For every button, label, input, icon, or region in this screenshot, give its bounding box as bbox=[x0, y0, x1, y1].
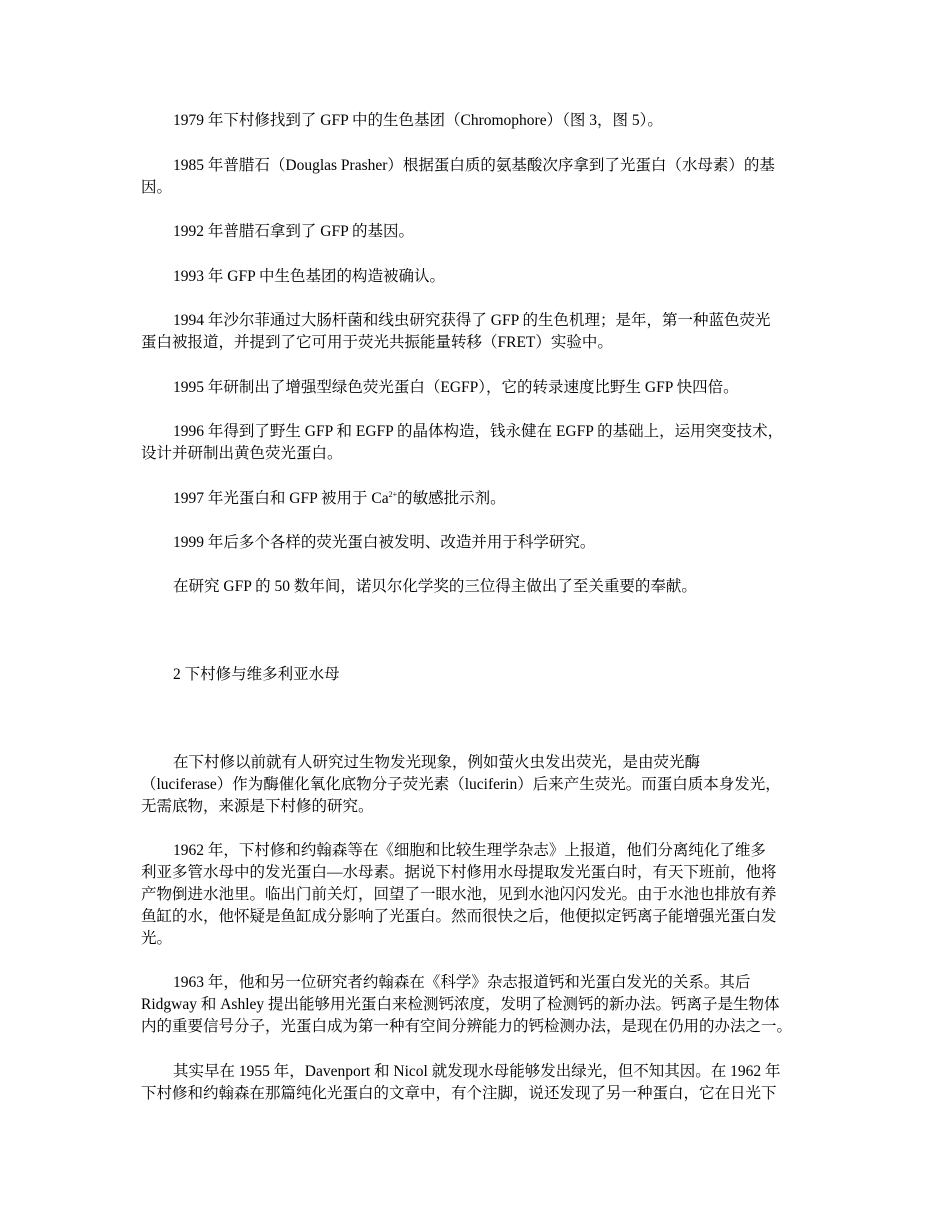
text-segment: 的敏感批示剂。 bbox=[397, 490, 506, 507]
superscript-charge: 2+ bbox=[388, 489, 398, 499]
paragraph-1996 bbox=[141, 421, 831, 465]
paragraph-1955 bbox=[141, 1061, 831, 1105]
paragraph-intro bbox=[141, 752, 831, 818]
text-line: 下村修和约翰森在那篇纯化光蛋白的文章中，有个注脚，说还发现了另一种蛋白，它在日光下 bbox=[141, 1085, 777, 1102]
text-line: 鱼缸的水，他怀疑是鱼缸成分影响了光蛋白。然而很快之后，他便拟定钙离子能增强光蛋白发 bbox=[141, 908, 777, 925]
text-line: 1979 年下村修找到了 GFP 中的生色基团（Chromophore）（图 3，图 5）。 bbox=[173, 112, 663, 129]
text-line: 1992 年普腊石拿到了 GFP 的基因。 bbox=[173, 223, 414, 240]
text-line: 1985 年普腊石（Douglas Prasher）根据蛋白质的氨基酸次序拿到了光蛋白（水母素）的基 bbox=[173, 157, 775, 174]
paragraph-1994 bbox=[141, 310, 831, 354]
text-line bbox=[141, 488, 831, 510]
text-line: 产物倒进水池里。临出门前关灯，回望了一眼水池，见到水池闪闪发光。由于水池也排放有养 bbox=[141, 886, 777, 903]
heading-text: 2 下村修与维多利亚水母 bbox=[173, 666, 340, 683]
text-line: 在下村修以前就有人研究过生物发光现象，例如萤火虫发出荧光，是由荧光酶 bbox=[173, 754, 701, 771]
text-segment: 1997 年光蛋白和 GFP 被用于 Ca bbox=[173, 490, 389, 507]
text-line: 1994 年沙尔菲通过大肠杆菌和线虫研究获得了 GFP 的生色机理；是年，第一种蓝色荧光 bbox=[173, 312, 771, 329]
paragraph-1979 bbox=[141, 110, 831, 132]
text-line: 无需底物，来源是下村修的研究。 bbox=[141, 798, 374, 815]
paragraph-50-years bbox=[141, 576, 831, 598]
paragraph-1999 bbox=[141, 532, 831, 554]
text-line: 1993 年 GFP 中生色基团的构造被确认。 bbox=[173, 268, 445, 285]
text-line: 利亚多管水母中的发光蛋白—水母素。据说下村修用水母提取发光蛋白时，有天下班前，他将 bbox=[141, 864, 777, 881]
section-heading bbox=[141, 664, 831, 686]
paragraph-1992 bbox=[141, 221, 831, 243]
paragraph-1995 bbox=[141, 377, 831, 399]
text-line: 1963 年，他和另一位研究者约翰森在《科学》杂志报道钙和光蛋白发光的关系。其后 bbox=[173, 974, 751, 991]
text-line: 1999 年后多个各样的荧光蛋白被发明、改造并用于科学研究。 bbox=[173, 534, 596, 551]
text-line: 其实早在 1955 年，Davenport 和 Nicol 就发现水母能够发出绿光，但不知其因。在 1962 年 bbox=[173, 1063, 781, 1080]
text-line: 1996 年得到了野生 GFP 和 EGFP 的晶体构造，钱永健在 EGFP 的基础上，运用突变技术， bbox=[173, 423, 784, 440]
paragraph-1997 bbox=[141, 488, 831, 510]
text-line: 1962 年，下村修和约翰森等在《细胞和比较生理学杂志》上报道，他们分离纯化了维多 bbox=[173, 842, 766, 859]
text-line: 在研究 GFP 的 50 数年间，诺贝尔化学奖的三位得主做出了至关重要的奉献。 bbox=[173, 578, 697, 595]
paragraph-1985 bbox=[141, 155, 831, 199]
text-line: 1995 年研制出了增强型绿色荧光蛋白（EGFP），它的转录速度比野生 GFP 快四倍。 bbox=[173, 379, 739, 396]
text-line: 设计并研制出黄色荧光蛋白。 bbox=[141, 445, 343, 462]
text-line: 光。 bbox=[141, 930, 173, 947]
text-line: 因。 bbox=[141, 179, 173, 196]
text-line: 内的重要信号分子，光蛋白成为第一种有空间分辨能力的钙检测办法，是现在仍用的办法之一。 bbox=[141, 1018, 793, 1035]
paragraph-1962 bbox=[141, 840, 831, 950]
paragraph-1963 bbox=[141, 972, 831, 1038]
text-line: （luciferase）作为酶催化氧化底物分子荧光素（luciferin）后来产生荧光。而蛋白质本身发光， bbox=[141, 776, 781, 793]
paragraph-1993 bbox=[141, 266, 831, 288]
text-line: 蛋白被报道，并提到了它可用于荧光共振能量转移（FRET）实验中。 bbox=[141, 334, 613, 351]
text-line: Ridgway 和 Ashley 提出能够用光蛋白来检测钙浓度，发明了检测钙的新办法。钙离子是生物体 bbox=[141, 996, 780, 1013]
